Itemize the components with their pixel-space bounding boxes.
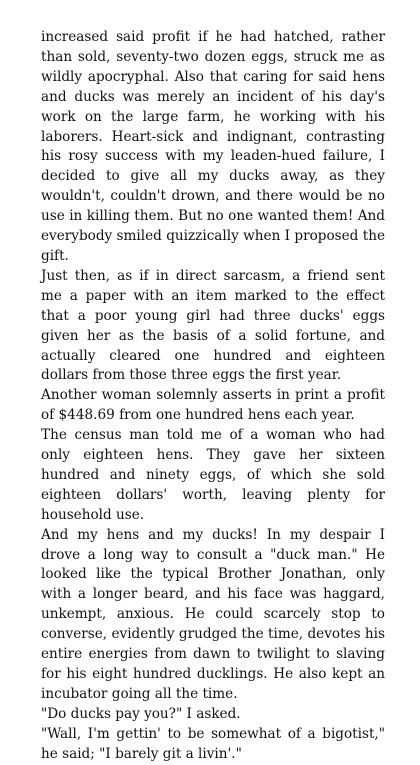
paragraph-2: Just then, as if in direct sarcasm, a friend sent me a paper with an item marked to the effect that a poor young girl had three ducks' eggs given her as the basis of a solid fortune, and actually cleared one hundred and eighteen dollars from those three eggs the first year. — [41, 267, 385, 384]
paragraph-7: "Wall, I'm gettin' to be somewhat of a bigotist," he said; "I barely git a livin'." — [41, 725, 385, 762]
paragraph-6: "Do ducks pay you?" I asked. — [41, 705, 241, 722]
book-page — [41, 28, 385, 765]
paragraph-1: increased said profit if he had hatched, rather than sold, seventy-two dozen eggs, struck me as wildly apocryphal. Also that caring for said hens and ducks was merely an incident of his day's work on the large farm, he working with his laborers. Heart-sick and indignant, contrasting his rosy success with my leaden-hued failure, I decided to give all my ducks away, as they wouldn't, couldn't drown, and there would be no use in killing them. But no one wanted them! And everybody smiled quizzically when I proposed the gift. — [41, 29, 385, 264]
paragraph-3: Another woman solemnly asserts in print a profit of $448.69 from one hundred hens each year. — [41, 387, 385, 424]
paragraph-4: The census man told me of a woman who had only eighteen hens. They gave her sixteen hundred and ninety eggs, of which she sold eighteen dollars' worth, leaving plenty for household use. — [41, 427, 385, 523]
paragraph-5: And my hens and my ducks! In my despair I drove a long way to consult a "duck man." He looked like the typical Brother Jonathan, only with a longer beard, and his face was haggard, unkempt, anxious. He could scarcely stop to converse, evidently grudged the time, devotes his entire energies from dawn to twilight to slaving for his eight hundred ducklings. He also kept an incubator going all the time. — [41, 526, 385, 702]
